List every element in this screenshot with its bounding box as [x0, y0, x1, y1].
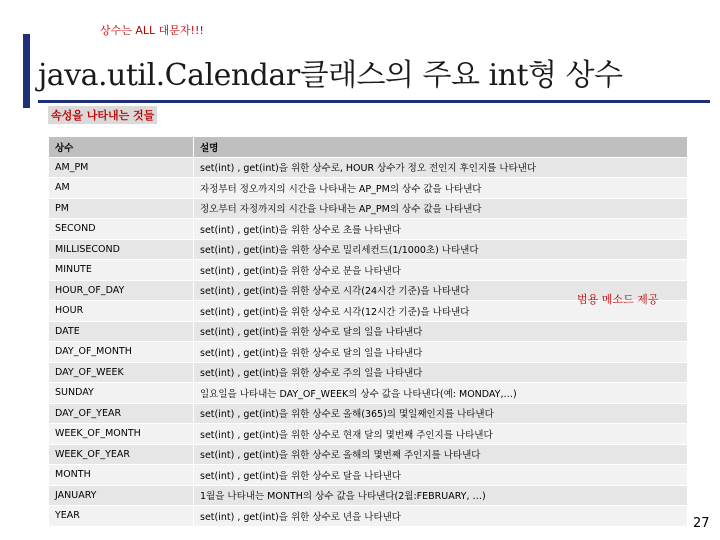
- constant-name-cell: AM: [49, 178, 194, 199]
- table-header-row: [49, 137, 688, 158]
- table-row: [49, 362, 688, 383]
- constant-name-cell: JANUARY: [49, 485, 194, 506]
- constant-name-cell: 상수: [49, 137, 194, 158]
- description-cell: set(int) , get(int)을 위한 상수로 년을 나타낸다: [194, 506, 688, 527]
- description-cell: 일요일을 나타내는 DAY_OF_WEEK의 상수 값을 나타낸다(예: MONDAY,…): [194, 383, 688, 404]
- side-note: 범용 메소드 제공: [577, 293, 659, 306]
- constant-name-cell: DAY_OF_WEEK: [49, 362, 194, 383]
- description-cell: 정오부터 자정까지의 시간을 나타내는 AP_PM의 상수 값을 나타낸다: [194, 198, 688, 219]
- constants-table: [48, 136, 688, 527]
- table-row: [49, 424, 688, 445]
- title-underline: [38, 100, 710, 103]
- table-row: [49, 198, 688, 219]
- constant-name-cell: MINUTE: [49, 260, 194, 281]
- constant-name-cell: AM_PM: [49, 157, 194, 178]
- constant-name-cell: MILLISECOND: [49, 239, 194, 260]
- table-row: [49, 506, 688, 527]
- description-cell: set(int) , get(int)을 위한 상수로 밀리세컨드(1/1000초) 나타낸다: [194, 239, 688, 260]
- description-cell: set(int) , get(int)을 위한 상수로 달을 나타낸다: [194, 465, 688, 486]
- description-cell: set(int) , get(int)을 위한 상수로 시각(12시간 기준)을 나타낸다: [194, 301, 688, 322]
- constant-name-cell: PM: [49, 198, 194, 219]
- description-cell: set(int) , get(int)을 위한 상수로 주의 일을 나타낸다: [194, 362, 688, 383]
- description-cell: set(int) , get(int)을 위한 상수로 초를 나타낸다: [194, 219, 688, 240]
- table-row: [49, 403, 688, 424]
- page-number: 27: [693, 516, 710, 531]
- description-cell: set(int) , get(int)을 위한 상수로, HOUR 상수가 정오 전인지 후인지를 나타낸다: [194, 157, 688, 178]
- description-cell: 설명: [194, 137, 688, 158]
- description-cell: set(int) , get(int)을 위한 상수로 달의 일을 나타낸다: [194, 342, 688, 363]
- description-cell: set(int) , get(int)을 위한 상수로 올해(365)의 몇일째인지를 나타낸다: [194, 403, 688, 424]
- description-cell: set(int) , get(int)을 위한 상수로 올해의 몇번째 주인지를 나타낸다: [194, 444, 688, 465]
- title-accent-bar: [23, 34, 30, 108]
- constant-name-cell: MONTH: [49, 465, 194, 486]
- constant-name-cell: WEEK_OF_MONTH: [49, 424, 194, 445]
- table-row: [49, 342, 688, 363]
- table-row: [49, 321, 688, 342]
- constant-name-cell: YEAR: [49, 506, 194, 527]
- table-row: [49, 178, 688, 199]
- table-row: [49, 260, 688, 281]
- table-row: [49, 444, 688, 465]
- top-note: 상수는 ALL 대문자!!!: [100, 24, 204, 37]
- constant-name-cell: HOUR_OF_DAY: [49, 280, 194, 301]
- constant-name-cell: DAY_OF_MONTH: [49, 342, 194, 363]
- description-cell: set(int) , get(int)을 위한 상수로 시각(24시간 기준)을 나타낸다: [194, 280, 688, 301]
- slide-title: java.util.Calendar클래스의 주요 int형 상수: [38, 58, 623, 93]
- description-cell: set(int) , get(int)을 위한 상수로 분을 나타낸다: [194, 260, 688, 281]
- table-row: [49, 157, 688, 178]
- constant-name-cell: SUNDAY: [49, 383, 194, 404]
- description-cell: set(int) , get(int)을 위한 상수로 현재 달의 몇번째 주인지를 나타낸다: [194, 424, 688, 445]
- constant-name-cell: HOUR: [49, 301, 194, 322]
- table-row: [49, 485, 688, 506]
- constant-name-cell: DATE: [49, 321, 194, 342]
- description-cell: 1월을 나타내는 MONTH의 상수 값을 나타낸다(2월:FEBRUARY, …): [194, 485, 688, 506]
- description-cell: 자정부터 정오까지의 시간을 나타내는 AP_PM의 상수 값을 나타낸다: [194, 178, 688, 199]
- constant-name-cell: DAY_OF_YEAR: [49, 403, 194, 424]
- table-row: [49, 219, 688, 240]
- table-row: [49, 465, 688, 486]
- description-cell: set(int) , get(int)을 위한 상수로 달의 일을 나타낸다: [194, 321, 688, 342]
- constant-name-cell: WEEK_OF_YEAR: [49, 444, 194, 465]
- constant-name-cell: SECOND: [49, 219, 194, 240]
- table-row: [49, 383, 688, 404]
- table-row: [49, 239, 688, 260]
- section-subtitle: 속성을 나타내는 것들: [48, 106, 157, 124]
